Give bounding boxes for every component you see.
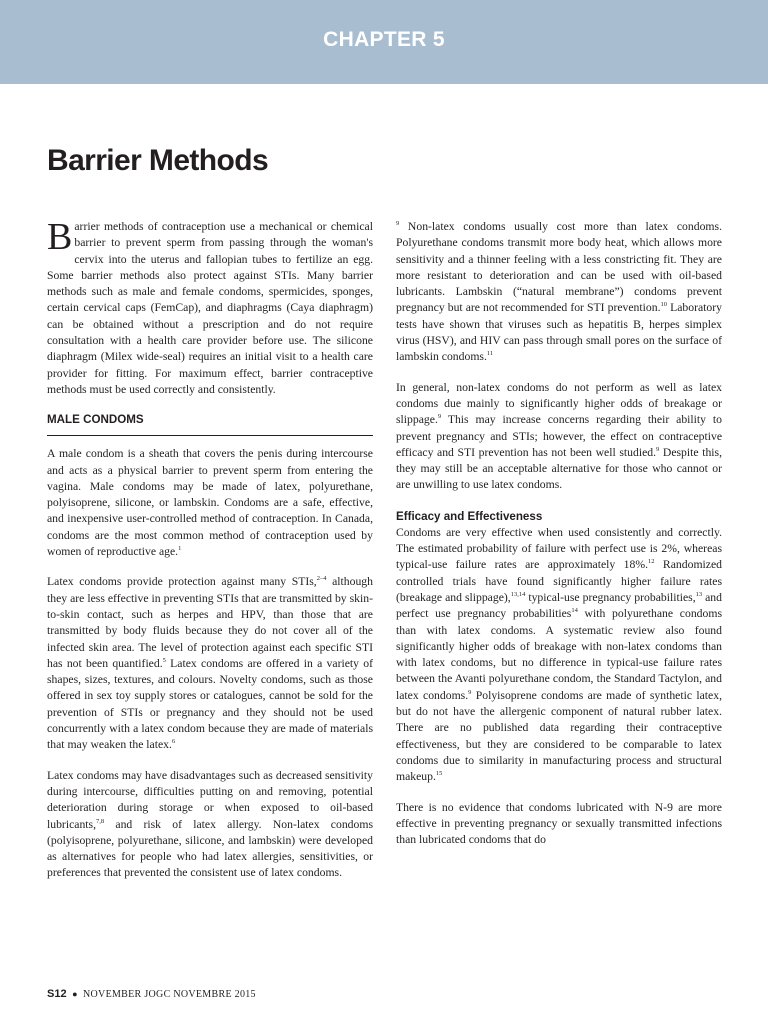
reference-mark: 12 bbox=[648, 558, 655, 566]
left-column bbox=[47, 216, 373, 896]
reference-mark: 13 bbox=[695, 590, 703, 598]
chapter-banner bbox=[0, 0, 768, 84]
reference-mark: 9 bbox=[437, 413, 442, 421]
subheading-efficacy: Efficacy and Effectiveness bbox=[396, 509, 543, 523]
male-condoms-paragraph-2: Latex condoms provide protection against many STIs,$^{2-4}$ although they are less effective in preventing STIs that are transmitted by skin-to-skin contact, such as herpes and HPV, than those that are transmitted by body fluids because they do not cover all of the infected skin area. The level of protection against each specific STI has not been quantified.$^5$ Latex condoms are offered in a variety of shapes, sizes, textures, and colours. Novelty condoms, such as those offered in sex toy supply stores or catalogues, cannot be sold for the prevention of STIs or pregnancy and they should not be used concurrently with a latex condom because they are made of materials that may weaken the latex.$^6$ bbox=[47, 575, 373, 752]
reference-mark: 13,14 bbox=[510, 590, 526, 598]
male-condoms-paragraph-3-cont: $^9$ Non-latex condoms usually cost more than latex condoms. Polyurethane condoms transmit more body heat, which allows more sensitivity and a thinner feeling with a less constricting fit. They are more resistant to deterioration and can be used with oil-based lubricants. Lambskin (“natural membrane”) condoms prevent pregnancy but are not recommended for STI prevention.$^{10}$ Laboratory tests have shown that viruses such as hepatitis B, herpes simplex virus (HSV), and HIV can pass through small pores on the surface of lambskin condoms.$^{11}$ bbox=[396, 220, 722, 364]
male-condoms-paragraph-1: A male condom is a sheath that covers the penis during intercourse and acts as a physical barrier to prevent sperm from entering the vagina. Male condoms may be made of latex, polyurethane, polyisoprene, silicone, or lambskin. Condoms are a safe, effective, and inexpensive user-controlled method of contraception. In Canada, condoms are the most common method of contraception used by women of reproductive age.$^1$ bbox=[47, 447, 373, 559]
reference-mark: 9 bbox=[468, 688, 472, 696]
reference-mark: 2–4 bbox=[316, 575, 327, 583]
bullet-separator: ● bbox=[72, 989, 78, 999]
right-column bbox=[396, 219, 722, 862]
reference-mark: 11 bbox=[486, 350, 494, 358]
efficacy-paragraph-1: Condoms are very effective when used consistently and correctly. The estimated probability of failure with perfect use is 2%, whereas typical-use failure rates are approximately 18%.$^{12}$ Randomized controlled trials have found significantly higher failure rates (breakage and slippage),$^{13,14}$ typical-use pregnancy probabilities,$^{13}$ and perfect use pregnancy probabilities$^{14}$ with polyurethane condoms than with latex condoms. A systematic review also found significantly higher odds of breakage with non-latex condoms than with latex condoms, but no difference in typical-use failure rates between the Avanti polyurethane condom, the Standard Tactylon, and latex condoms.$^9$ Polyisoprene condoms are made of synthetic latex, but do not have the allergenic component of natural rubber latex. There are no published data regarding their contraceptive effectiveness, but they are considered to be comparable to latex condoms due to similarity in manufacturing process and structural makeup.$^{15}$ bbox=[396, 525, 722, 784]
reference-mark: 6 bbox=[171, 738, 176, 746]
chapter-label: CHAPTER 5 bbox=[323, 28, 445, 51]
reference-mark: 15 bbox=[435, 770, 443, 778]
reference-mark: 9 bbox=[656, 445, 660, 453]
efficacy-paragraph-2: There is no evidence that condoms lubricated with N-9 are more effective in preventing pregnancy or sexually transmitted infections than lubricated condoms that do bbox=[396, 800, 722, 847]
page-footer bbox=[47, 988, 256, 1000]
page-number: S12 bbox=[47, 988, 67, 1000]
reference-mark: 14 bbox=[571, 607, 578, 615]
male-condoms-paragraph-4: In general, non-latex condoms do not perform as well as latex condoms due mainly to significantly higher odds of breakage or slippage.$^9$ This may increase concerns regarding their ability to prevent pregnancy and STIs; however, the effect on contraceptive efficacy and STI prevention has not been well studied.$^9$ Despite this, they may still be an acceptable alternative for those who cannot or are unwilling to use latex condoms. bbox=[396, 380, 723, 492]
reference-mark: 10 bbox=[660, 301, 668, 309]
intro-paragraph: Barrier methods of contraception use a mechanical or chemical barrier to prevent sperm from passing through the woman's cervix into the uterus and fallopian tubes to fertilize an egg. Some barrier methods also protect against STIs. Many barrier methods such as male and female condoms, spermicides, sponges, certain cervical caps (FemCap), and diaphragms (Caya diaphragm) can be obtained without a prescription and do not require consultation with a health care provider before use. The silicone diaphragm (Milex wide-seal) requires an initial visit to a health care provider for fitting. For maximum effect, barrier contraceptive methods must be used correctly and consistently. bbox=[47, 216, 373, 396]
reference-mark: 1 bbox=[178, 545, 182, 553]
reference-mark: 5 bbox=[162, 656, 166, 664]
drop-cap: B bbox=[47, 216, 73, 258]
male-condoms-paragraph-3-start: Latex condoms may have disadvantages such as decreased sensitivity during intercourse, difficulties putting on and removing, potential deterioration during storage or when exposed to oil-based lubricants,$^{7,8}$ and risk of latex allergy. Non-latex condoms (polyisoprene, polyurethane, silicone, and lambskin) were developed as alternatives for people who had latex allergies, sensitivities, or preferences that prevented the consistent use of latex condoms. bbox=[47, 768, 373, 880]
reference-mark: 7,8 bbox=[96, 817, 105, 825]
section-heading-male-condoms: MALE CONDOMS bbox=[47, 412, 373, 436]
reference-mark: 9 bbox=[396, 220, 400, 227]
page-title: Barrier Methods bbox=[47, 144, 269, 177]
journal-issue: NOVEMBER JOGC NOVEMBRE 2015 bbox=[83, 989, 256, 1000]
